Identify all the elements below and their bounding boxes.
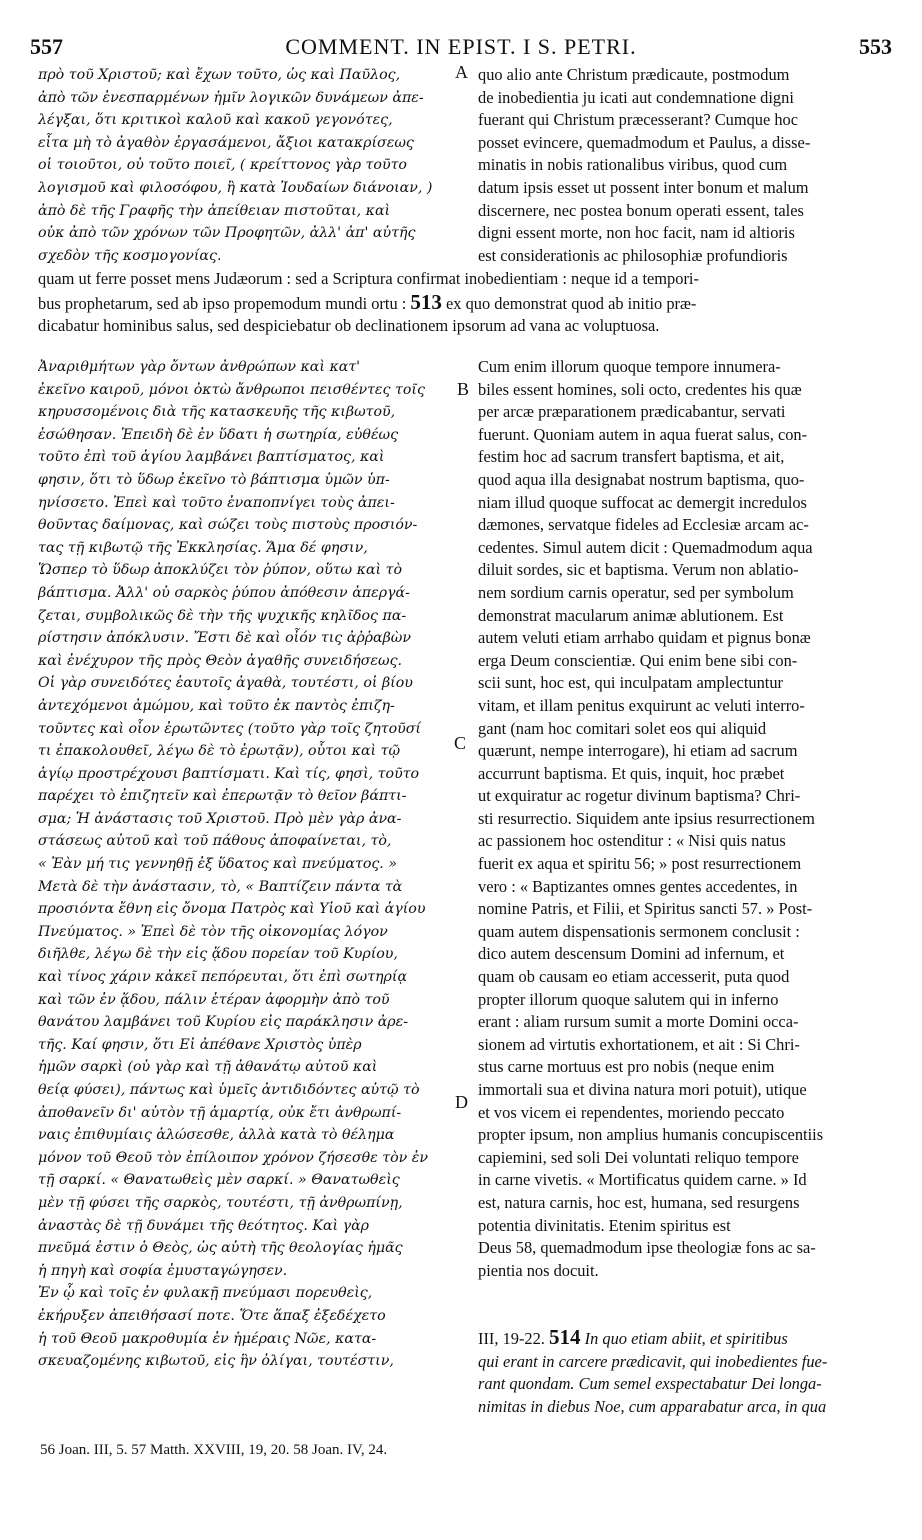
text-line: accurrunt baptisma. Et quis, inquit, hoc præbet (478, 763, 785, 783)
text-line: est considerationis ac philosophiæ profundioris (478, 245, 788, 265)
running-header (30, 34, 892, 64)
text-line: ναις ἐπιθυμίαις ἁλώσεσθε, ἀλλὰ κατὰ τὸ θέλημα (38, 1127, 395, 1144)
text-line: καὶ ἐνέχυρον τῆς πρὸς Θεὸν ἀγαθῆς συνειδήσεως. (38, 652, 403, 669)
text-line: λέγξαι, ὅτι κριτικοὶ καλοῦ καὶ κακοῦ γεγονότες, (38, 112, 393, 129)
wide-line: quam ut ferre posset mens Judæorum : sed a Scriptura confirmat inobedientiam : neque id a tempori- (38, 269, 699, 288)
text-line: ac passionem hoc ostenditur : « Nisi quis natus (478, 831, 786, 851)
text-line: quod aqua illa designabat nostrum baptisma, quo- (478, 469, 805, 489)
text-line: dæmones, servatque fideles ad Ecclesiæ arcam ac- (478, 515, 809, 535)
text-line: « Ἐὰν μή τις γεννηθῇ ἐξ ὕδατος καὶ πνεύματος. » (38, 856, 398, 873)
text-line: ἐκήρυξεν ἀπειθήσασί ποτε. Ὅτε ἅπαξ ἐξεδέχετο (38, 1307, 386, 1324)
text-line: fuerant qui Christum præcesserant? Cumque hoc (478, 110, 798, 130)
text-line: ζεται, συμβολικῶς δὲ τὴν τῆς ψυχικῆς κηλῖδος πα- (38, 607, 407, 624)
text-line: potentia divinitatis. Etenim spiritus est (478, 1215, 731, 1235)
greek-column-main (38, 356, 452, 1373)
text-line: sionem ad virtutis exhortationem, et ait : Si Chri- (478, 1034, 800, 1054)
margin-letter-a: A (455, 62, 468, 82)
text-line: capiemini, sed soli Dei voluntati reliquo tempore (478, 1147, 799, 1167)
text-line: μὲν τῇ φύσει τῆς σαρκὸς, τουτέστι, τῇ ἀνθρωπίνῃ, (38, 1194, 403, 1211)
text-line: erga Deum conscientiæ. Qui enim bene sibi con- (478, 650, 798, 670)
text-line: de inobedientia ju icati aut condemnatione digni (478, 87, 794, 107)
text-line: Ὥσπερ τὸ ὕδωρ ἀποκλύζει τὸν ῥύπον, οὕτω καὶ τὸ (38, 562, 402, 579)
text-line: μόνον τοῦ Θεοῦ τὸν ἐπίλοιπον χρόνον ζήσεσθε τὸν ἐν (38, 1149, 429, 1166)
text-line: autem veluti etiam arrhabo quidam et pignus bonæ (478, 628, 811, 648)
lemma-line: III, 19-22. 514 In quo etiam abiit, et spiritibus (478, 1326, 788, 1349)
text-line: ἐκεῖνο καιροῦ, μόνοι ὀκτὼ ἄνθρωποι πεισθέντες τοῖς (38, 381, 425, 398)
text-line: τῇ σαρκί. « Θανατωθεὶς μὲν σαρκί. » Θανατωθεὶς (38, 1172, 400, 1189)
running-title: COMMENT. IN EPIST. I S. PETRI. (285, 34, 637, 59)
text-line: οὐκ ἀπὸ τῶν χρόνων τῶν Προφητῶν, ἀλλ' ἀπ' αὐτῆς (38, 225, 416, 242)
text-line: ἐσώθησαν. Ἐπειδὴ δὲ ἐν ὕδατι ἡ σωτηρία, εὐθέως (38, 426, 399, 443)
text-line: Οἱ γὰρ συνειδότες ἑαυτοῖς ἀγαθὰ, τουτέστι, οἱ βίου (38, 675, 413, 692)
text-line: λογισμοῦ καὶ φιλοσόφου, ἢ κατὰ Ἰουδαίων διάνοιαν, ) (38, 179, 433, 196)
text-line: fuerunt. Quoniam autem in aqua fuerat salus, con- (478, 424, 808, 444)
text-line: προσιόντα ἔθνη εἰς ὄνομα Πατρὸς καὶ Υἱοῦ καὶ ἁγίου (38, 901, 426, 918)
text-line: sti resurrectio. Siquidem ante ipsius resurrectionem (478, 808, 815, 828)
footnotes: 56 Joan. III, 5. 57 Matth. XXVIII, 19, 20. 58 Joan. IV, 24. (40, 1442, 388, 1458)
text-line: in carne vivetis. « Mortificatus quidem carne. » Id (478, 1170, 807, 1190)
text-line: ut exquiratur ac rogetur divinum baptisma? Chri- (478, 786, 801, 806)
text-line: τοῦτο ἐπὶ τοῦ ἁγίου λαμβάνει βαπτίσματος, καὶ (38, 449, 385, 466)
text-line: πνεῦμά ἐστιν ὁ Θεὸς, ὡς αὐτὴ τῆς θεολογίας ἡμᾶς (38, 1240, 403, 1257)
text-line: ἀναστὰς δὲ τῇ δυνάμει τῆς θεότητος. Καὶ γὰρ (38, 1217, 370, 1234)
text-line: propter ipsum, non amplius humanis concupiscentiis (478, 1125, 824, 1145)
lemma-line: nimitas in diebus Noe, cum apparabatur arca, in qua (478, 1396, 827, 1416)
text-line: Deus 58, quemadmodum ipse theologiæ fons ac sa- (478, 1238, 816, 1258)
text-line: ἁγίῳ προστρέχουσι βαπτίσματι. Καὶ τίς, φησὶ, τοῦτο (38, 765, 420, 782)
lemma-reference: III, 19-22. (478, 1329, 545, 1348)
text-line: παρέχει τὸ ἐπιζητεῖν καὶ ἐπερωτᾷν τὸ θεῖον βάπτι- (38, 788, 407, 805)
text-line: demonstrat macularum animæ ablutionem. Est (478, 605, 784, 625)
text-line: ἡ τοῦ Θεοῦ μακροθυμία ἐν ἡμέραις Νῶε, κατα- (38, 1330, 377, 1347)
text-line: ηνίσσετο. Ἐπεὶ καὶ τοῦτο ἐναποπνίγει τοὺς ἀπει- (38, 494, 395, 511)
text-line: quærunt, nempe interrogare), hi etiam ad sacrum (478, 741, 798, 761)
text-line: fuerit ex aqua et spiritu 56; » post resurrectionem (478, 854, 802, 874)
text-line: ἀπὸ δὲ τῆς Γραφῆς τὴν ἀπείθειαν πιστοῦται, καὶ (38, 202, 391, 219)
text-line: scii sunt, hoc est, qui inculpatam amplectuntur (478, 673, 783, 693)
text-line: Πνεύματος. » Ἐπεὶ δὲ τὸν τῆς οἰκονομίας λόγον (38, 923, 388, 940)
text-line: θοῦντας δαίμονας, καὶ σώζει τοὺς πιστοὺς προσιόν- (38, 517, 418, 534)
wide-line: bus prophetarum, sed ab ipso propemodum mundi ortu : 513 ex quo demonstrat quod ab initio præ- (38, 290, 697, 314)
text-line: ἀποθανεῖν δι' αὐτὸν τῇ ἁμαρτίᾳ, οὐκ ἔτι ἀνθρωπί- (38, 1104, 402, 1121)
column-number: 513 (410, 290, 442, 314)
text-line: diluit sordes, sic et baptisma. Verum non ablatio- (478, 560, 799, 580)
text-line: στάσεως αὐτοῦ καὶ τοῦ πάθους ἀποφαίνεται, τὸ, (38, 833, 392, 850)
text-line: βάπτισμα. Ἀλλ' οὐ σαρκὸς ῥύπου ἀπόθεσιν ἀπεργά- (38, 584, 410, 601)
margin-letter-b: B (457, 379, 470, 399)
text-line: καὶ τίνος χάριν κἀκεῖ πεπόρευται, ὅτι ἐπὶ σωτηρίᾳ (38, 969, 408, 986)
text-line: niam illud quoque suffocat ac demergit incredulos (478, 492, 807, 512)
text-line: ρίστησιν ἀπόκλυσιν. Ἔστι δὲ καὶ οἷόν τις ἀῤῥαβὼν (38, 630, 411, 647)
text-line: dico autem descensum Domini ad infernum, et (478, 944, 785, 964)
text-line: ἀντεχόμενοι ἀμώμου, καὶ τοῦτο ἐκ παντὸς ἐπιζη- (38, 697, 395, 714)
latin-column-top (478, 64, 884, 267)
greek-column-top (38, 64, 452, 267)
margin-letter-d: D (455, 1092, 468, 1112)
text-line: cedentes. Simul autem dicit : Quemadmodum aqua (478, 537, 813, 557)
text-line: biles essent homines, soli octo, credentes his quæ (478, 379, 802, 399)
text-line: gant (nam hoc comitari solet eos qui aliquid (478, 718, 767, 738)
text-line: τοῦντες καὶ οἷον ἐρωτῶντες (τοῦτο γὰρ τοῖς ζητοῦσί (38, 720, 422, 737)
text-line: datum ipsis esset ut possent inter bonum et malum (478, 177, 809, 197)
text-line: est, natura carnis, hoc est, humana, sed resurgens (478, 1192, 800, 1212)
text-line: minatis in nobis rationalibus viribus, quod cum (478, 155, 788, 175)
text-line: θείᾳ φύσει), πάντως καὶ ὑμεῖς ἀντιδιδόντες αὐτῷ τὸ (38, 1082, 420, 1098)
text-line: Ἀναριθμήτων γὰρ ὄντων ἀνθρώπων καὶ κατ' (38, 359, 361, 375)
text-line: ἡ πηγὴ καὶ σοφία ἐμυσταγώγησεν. (38, 1262, 288, 1279)
text-line: immortali sua et divina natura mori potuit), utique (478, 1080, 807, 1099)
lemma-line: rant quondam. Cum semel exspectabatur Dei longa- (478, 1374, 822, 1394)
text-line: pientia nos docuit. (478, 1260, 599, 1280)
page-number-left: 557 (30, 34, 63, 59)
text-line: κηρυσσομένοις διὰ τῆς κατασκευῆς τῆς κιβωτοῦ, (38, 404, 396, 421)
text-line: erant : aliam rursum sumit a morte Domini occa- (478, 1012, 799, 1032)
text-line: vitam, et illam penitus exquirunt ac veluti interro- (478, 695, 805, 715)
text-line: et vos vicem ei rependentes, moriendo peccato (478, 1102, 785, 1122)
text-line: οἱ τοιοῦτοι, οὐ τοῦτο ποιεῖ, ( κρείττονος γὰρ τοῦτο (38, 157, 407, 174)
text-line: stus carne mortuus est pro nobis (neque enim (478, 1057, 775, 1077)
text-line: propter illorum quoque salutem qui in inferno (478, 989, 779, 1009)
text-line: Μετὰ δὲ τὴν ἀνάστασιν, τὸ, « Βαπτίζειν πάντα τὰ (38, 878, 403, 895)
text-line: festim hoc ad sacrum transfert baptisma, et ait, (478, 447, 785, 467)
text-line: τῆς. Καί φησιν, ὅτι Εἰ ἀπέθανε Χριστὸς ὑπὲρ (38, 1036, 362, 1053)
text-line: quo alio ante Christum prædicaute, postmodum (478, 65, 790, 84)
text-line: digni essent morte, non hoc facit, nam id altioris (478, 223, 795, 243)
text-line: πρὸ τοῦ Χριστοῦ; καὶ ἔχων τοῦτο, ὡς καὶ Παῦλος, (38, 67, 401, 83)
text-line: nomine Patris, et Filii, et Spiritus sancti 57. » Post- (478, 899, 813, 919)
text-line: Cum enim illorum quoque tempore innumera- (478, 357, 781, 376)
wide-text-block (38, 268, 884, 338)
text-line: vero : « Baptizantes omnes gentes accedentes, in (478, 876, 798, 896)
lemma-line: qui erant in carcere prædicavit, qui inobedientes fue- (478, 1351, 828, 1371)
text-line: Ἐν ᾧ καὶ τοῖς ἐν φυλακῇ πνεύμασι πορευθεὶς, (38, 1285, 373, 1302)
text-line: ἡμῶν σαρκὶ (οὐ γὰρ καὶ τῇ ἀθανάτῳ αὐτοῦ καὶ (38, 1059, 378, 1076)
text-line: σχεδὸν τῆς κοσμογονίας. (38, 247, 222, 264)
text-line: φησιν, ὅτι τὸ ὕδωρ ἐκεῖνο τὸ βάπτισμα ὑμῶν ὑπ- (38, 471, 390, 488)
text-line: nem sordium carnis operatur, sed per symbolum (478, 582, 794, 602)
text-line: quam autem dispensationis sermonem conclusit : (478, 921, 800, 941)
text-line: per arcæ præparationem prædicabantur, servati (478, 402, 786, 422)
wide-line: dicabatur hominibus salus, sed despiciebatur ob declinationem ipsorum ad vana ac voluptuosa. (38, 316, 660, 336)
text-line: posset evincere, quemadmodum et Paulus, a disse- (478, 132, 811, 152)
latin-column-main (478, 356, 884, 1282)
text-line: διῆλθε, λέγω δὲ τὴν εἰς ᾅδου πορείαν τοῦ Κυρίου, (38, 946, 398, 963)
text-line: σμα; Ἡ ἀνάστασις τοῦ Χριστοῦ. Πρὸ μὲν γὰρ ἀνα- (38, 810, 402, 827)
text-line: καὶ τῶν ἐν ᾅδου, πάλιν ἑτέραν ἀφορμὴν ἀπὸ τοῦ (38, 991, 390, 1008)
text-line: quam ob causam eo etiam accesserit, puta quod (478, 967, 790, 987)
text-line: σκευαζομένης κιβωτοῦ, εἰς ἣν ὀλίγαι, τουτέστιν, (38, 1353, 394, 1370)
margin-letter-c: C (454, 733, 467, 753)
text-line: θανάτου λαμβάνει τοῦ Κυρίου εἰς παράκλησιν ἀρε- (38, 1014, 409, 1031)
lemma-block (478, 1326, 884, 1418)
text-line: ἀπὸ τῶν ἐνεσπαρμένων ἡμῖν λογικῶν δυνάμεων ἀπε- (38, 89, 424, 106)
text-line: discernere, nec postea bonum operati essent, tales (478, 200, 804, 220)
text-line: τι ἐπακολουθεῖ, λέγω δὲ τὸ ἐρωτᾷν), οὗτοι καὶ τῷ (38, 743, 401, 760)
text-line: εἶτα μὴ τὸ ἀγαθὸν ἐργασάμενοι, ἄξιοι κατακρίσεως (38, 134, 414, 151)
text-line: τας τῇ κιβωτῷ τῆς Ἐκκλησίας. Ἅμα δέ φησιν, (38, 539, 368, 556)
column-number: 514 (549, 1326, 581, 1349)
page-number-right: 553 (859, 34, 892, 59)
